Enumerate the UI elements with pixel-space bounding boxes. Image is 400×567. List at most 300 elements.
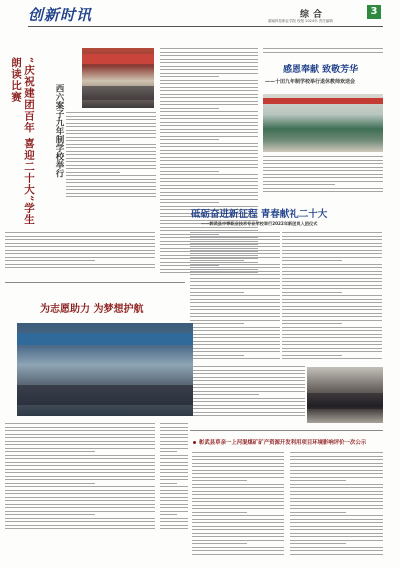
text-line — [263, 181, 383, 182]
text-line — [5, 257, 155, 258]
text-line — [282, 292, 342, 293]
text-line — [282, 257, 382, 258]
text-line — [290, 515, 383, 516]
anniversary-body-text — [66, 112, 156, 202]
text-line — [66, 140, 120, 141]
text-line — [190, 330, 280, 331]
text-line — [282, 246, 382, 247]
text-line — [66, 144, 156, 145]
text-line — [160, 59, 258, 60]
text-line — [192, 508, 284, 509]
text-line — [192, 470, 284, 471]
text-line — [290, 550, 383, 551]
text-line — [190, 267, 280, 268]
text-line — [190, 391, 305, 392]
text-line — [192, 536, 284, 537]
text-line — [282, 264, 382, 265]
text-line — [160, 80, 258, 81]
graduates-subhead: ——郭武县中等职业技术专业学校举行2022年新团员入团仪式 — [201, 221, 318, 226]
text-line — [282, 341, 382, 342]
dream-body-text-col1 — [5, 423, 155, 533]
text-line — [160, 490, 188, 491]
text-line — [190, 398, 305, 399]
text-line — [160, 514, 177, 515]
text-line — [282, 334, 382, 335]
text-line — [160, 476, 188, 477]
text-line — [160, 122, 258, 123]
text-line — [290, 491, 383, 492]
text-line — [160, 230, 258, 231]
text-line — [192, 498, 284, 499]
text-line — [192, 473, 284, 474]
text-line — [66, 133, 156, 134]
text-line — [282, 274, 382, 275]
text-line — [192, 487, 284, 488]
text-line — [190, 295, 280, 296]
text-line — [290, 452, 383, 453]
text-line — [160, 132, 258, 133]
text-line — [5, 469, 155, 470]
text-line — [190, 302, 280, 303]
text-line — [282, 320, 382, 321]
text-line — [66, 123, 156, 124]
text-line — [5, 264, 155, 265]
text-line — [160, 139, 219, 140]
text-line — [160, 518, 188, 519]
text-line — [66, 175, 156, 176]
text-line — [290, 480, 346, 481]
text-line — [160, 437, 188, 438]
text-line — [290, 477, 383, 478]
text-line — [190, 370, 305, 371]
notice-body-text-col2 — [290, 452, 383, 557]
text-line — [5, 236, 155, 237]
text-line — [66, 151, 156, 152]
text-line — [190, 341, 280, 342]
text-line — [192, 491, 284, 492]
text-line — [160, 525, 188, 526]
text-line — [160, 444, 188, 445]
text-line — [66, 172, 120, 173]
text-line — [66, 189, 156, 190]
text-line — [190, 299, 280, 300]
text-line — [282, 348, 382, 349]
dream-photo — [17, 323, 193, 416]
text-line — [5, 472, 155, 473]
text-line — [160, 125, 258, 126]
text-line — [160, 185, 258, 186]
text-line — [290, 522, 383, 523]
text-line — [190, 236, 280, 237]
text-line — [263, 184, 335, 185]
text-line — [263, 48, 383, 49]
text-line — [5, 490, 155, 491]
text-line — [160, 115, 258, 116]
text-line — [190, 351, 280, 352]
text-line — [160, 174, 258, 175]
text-line — [282, 243, 382, 244]
text-line — [190, 337, 280, 338]
text-line — [160, 129, 258, 130]
text-line — [66, 168, 156, 169]
text-line — [290, 526, 383, 527]
section-divider-2 — [190, 430, 383, 431]
text-line — [190, 415, 305, 416]
text-line — [192, 501, 284, 502]
text-line — [290, 484, 383, 485]
text-line — [263, 188, 383, 189]
text-line — [263, 191, 383, 192]
text-line — [5, 525, 155, 526]
text-line — [160, 458, 188, 459]
text-line — [190, 355, 244, 356]
text-line — [160, 504, 188, 505]
text-line — [160, 164, 258, 165]
text-line — [190, 260, 244, 261]
text-line — [190, 246, 280, 247]
text-line — [192, 477, 284, 478]
text-line — [160, 178, 258, 179]
text-line — [66, 179, 156, 180]
text-line — [190, 320, 280, 321]
text-line — [192, 547, 284, 548]
masthead-meta: 湖南科技职业学院 校报 2024年 责任编辑 — [268, 19, 333, 23]
text-line — [282, 239, 382, 240]
text-line — [5, 462, 155, 463]
text-line — [5, 483, 95, 484]
text-line — [5, 479, 155, 480]
text-line — [160, 150, 258, 151]
text-line — [192, 519, 284, 520]
text-line — [190, 281, 280, 282]
text-line — [160, 469, 188, 470]
text-line — [192, 494, 284, 495]
text-line — [192, 529, 284, 530]
text-line — [282, 285, 382, 286]
text-line — [282, 327, 382, 328]
text-line — [290, 533, 383, 534]
text-line — [282, 288, 382, 289]
text-line — [282, 306, 382, 307]
text-line — [160, 486, 188, 487]
text-line — [66, 116, 156, 117]
text-line — [282, 337, 382, 338]
text-line — [160, 462, 188, 463]
text-line — [5, 486, 155, 487]
text-line — [282, 260, 342, 261]
text-line — [5, 267, 155, 268]
text-line — [192, 543, 247, 544]
text-line — [282, 253, 382, 254]
text-line — [192, 466, 284, 467]
text-line — [282, 250, 382, 251]
text-line — [5, 511, 155, 512]
text-line — [160, 441, 188, 442]
text-line — [290, 543, 346, 544]
text-line — [282, 232, 382, 233]
text-line — [190, 257, 280, 258]
text-line — [160, 455, 188, 456]
text-line — [160, 94, 258, 95]
text-line — [190, 380, 305, 381]
dream-headline: 为志愿助力 为梦想护航 — [40, 304, 144, 315]
notice-body-text-col1 — [192, 452, 284, 557]
text-line — [66, 165, 156, 166]
text-line — [192, 550, 284, 551]
text-line — [160, 427, 188, 428]
text-line — [290, 536, 383, 537]
text-line — [190, 292, 244, 293]
text-line — [192, 515, 284, 516]
text-line — [192, 459, 284, 460]
text-line — [263, 156, 383, 157]
text-line — [190, 348, 280, 349]
text-line — [190, 366, 305, 367]
text-line — [160, 66, 258, 67]
text-line — [190, 306, 280, 307]
text-line — [282, 278, 382, 279]
text-line — [190, 239, 280, 240]
text-line — [160, 143, 258, 144]
text-line — [5, 493, 155, 494]
text-line — [290, 470, 383, 471]
notice-bullet — [193, 441, 196, 444]
text-line — [160, 108, 219, 109]
text-line — [160, 104, 258, 105]
text-line — [160, 153, 258, 154]
text-line — [160, 202, 219, 203]
text-line — [160, 146, 258, 147]
text-line — [190, 344, 280, 345]
text-line — [5, 243, 155, 244]
text-line — [160, 87, 258, 88]
page-number-badge: 3 — [367, 5, 381, 19]
text-line — [282, 271, 382, 272]
text-line — [192, 484, 284, 485]
text-line — [190, 327, 280, 328]
text-line — [66, 112, 156, 113]
text-line — [66, 158, 156, 159]
text-line — [263, 167, 383, 168]
teachers-body-text — [263, 156, 383, 196]
text-line — [290, 554, 383, 555]
text-line — [5, 260, 95, 261]
text-line — [5, 518, 155, 519]
text-line — [190, 309, 280, 310]
text-line — [5, 507, 155, 508]
text-line — [5, 448, 155, 449]
text-line — [5, 528, 155, 529]
text-line — [5, 430, 155, 431]
text-line — [5, 504, 155, 505]
graduates-headline: 砥砺奋进新征程 青春献礼二十大 — [191, 209, 328, 220]
graduates-body-text-col1 — [190, 232, 280, 362]
text-line — [160, 69, 258, 70]
text-line — [5, 458, 155, 459]
text-line — [160, 195, 258, 196]
text-line — [160, 136, 258, 137]
text-line — [190, 278, 280, 279]
text-line — [282, 313, 382, 314]
masthead-rule — [28, 26, 383, 27]
text-line — [5, 434, 155, 435]
text-line — [190, 358, 280, 359]
text-line — [263, 177, 383, 178]
text-line — [190, 253, 280, 254]
graduates-body-text-col2 — [282, 232, 382, 362]
text-line — [5, 476, 155, 477]
text-line — [263, 163, 383, 164]
text-line — [66, 182, 156, 183]
anniversary-body-text-2 — [5, 232, 155, 272]
text-line — [282, 267, 382, 268]
text-line — [160, 479, 188, 480]
text-line — [190, 274, 280, 275]
text-line — [190, 373, 305, 374]
text-line — [66, 154, 156, 155]
text-line — [66, 147, 156, 148]
text-line — [282, 295, 382, 296]
text-line — [160, 465, 188, 466]
text-line — [66, 193, 156, 194]
text-line — [66, 161, 156, 162]
text-line — [290, 505, 383, 506]
text-line — [160, 497, 188, 498]
text-line — [160, 52, 258, 53]
text-line — [160, 157, 258, 158]
text-line — [66, 119, 156, 120]
text-line — [160, 83, 258, 84]
text-line — [160, 430, 188, 431]
text-line — [160, 528, 188, 529]
text-line — [192, 480, 247, 481]
text-line — [160, 171, 219, 172]
text-line — [282, 316, 382, 317]
text-line — [190, 387, 305, 388]
text-line — [290, 473, 383, 474]
text-line — [282, 355, 342, 356]
text-line — [282, 299, 382, 300]
text-line — [263, 174, 383, 175]
text-line — [160, 451, 177, 452]
text-line — [263, 160, 383, 161]
text-line — [190, 288, 280, 289]
text-line — [160, 167, 258, 168]
text-line — [190, 401, 305, 402]
text-line — [66, 130, 156, 131]
anniversary-headline: “庆祝建团百年 喜迎二十大”学生朗读比赛 — [10, 57, 35, 226]
graduates-body-text-col3 — [190, 366, 305, 421]
masthead-title: 创新时讯 — [28, 6, 93, 24]
text-line — [263, 52, 383, 53]
teachers-headline: 感恩奉献 致敬芳华 — [283, 65, 359, 75]
text-line — [5, 444, 155, 445]
text-line — [192, 463, 284, 464]
text-line — [5, 239, 155, 240]
masthead — [0, 0, 400, 28]
text-line — [5, 253, 155, 254]
text-line — [190, 285, 280, 286]
text-line — [192, 512, 247, 513]
text-line — [160, 500, 188, 501]
text-line — [5, 514, 95, 515]
text-line — [190, 243, 280, 244]
notice-headline: 彰武县草亲一上河混煤矿矿产资源开发利用项目环境影响评价一次公示 — [199, 440, 367, 446]
text-line — [192, 526, 284, 527]
text-line — [282, 344, 382, 345]
text-line — [290, 547, 383, 548]
text-line — [290, 494, 383, 495]
text-line — [66, 137, 156, 138]
text-line — [190, 405, 305, 406]
text-line — [160, 90, 258, 91]
text-line — [160, 101, 258, 102]
text-line — [192, 540, 284, 541]
text-line — [190, 323, 244, 324]
text-line — [282, 309, 382, 310]
text-line — [5, 497, 155, 498]
text-line — [160, 160, 258, 161]
text-line — [290, 512, 346, 513]
teachers-subhead: ——十田九年制学校举行退休教师欢送会 — [265, 79, 356, 85]
text-line — [160, 97, 258, 98]
text-line — [160, 199, 258, 200]
text-line — [192, 522, 284, 523]
text-line — [190, 408, 305, 409]
text-line — [160, 73, 258, 74]
text-line — [160, 434, 188, 435]
text-line — [66, 186, 156, 187]
text-line — [282, 358, 382, 359]
text-line — [290, 529, 383, 530]
text-line — [160, 181, 258, 182]
text-line — [282, 323, 342, 324]
text-line — [290, 459, 383, 460]
text-line — [160, 111, 258, 112]
text-line — [190, 232, 280, 233]
text-line — [160, 511, 188, 512]
text-line — [290, 466, 383, 467]
text-line — [160, 472, 188, 473]
text-line — [282, 351, 382, 352]
text-line — [282, 302, 382, 303]
text-line — [5, 521, 155, 522]
text-line — [160, 62, 258, 63]
text-line — [160, 423, 188, 424]
text-line — [190, 271, 280, 272]
text-line — [66, 196, 156, 197]
text-line — [282, 281, 382, 282]
text-line — [190, 316, 280, 317]
text-line — [160, 118, 258, 119]
text-line — [192, 554, 284, 555]
text-line — [290, 487, 383, 488]
text-line — [290, 456, 383, 457]
text-line — [160, 192, 258, 193]
dream-body-text-col2 — [160, 423, 188, 533]
text-line — [5, 427, 155, 428]
text-line — [5, 465, 155, 466]
text-line — [290, 463, 383, 464]
text-line — [5, 437, 155, 438]
text-line — [160, 76, 219, 77]
section-label: 综合 — [300, 10, 327, 20]
text-line — [290, 540, 383, 541]
text-line — [190, 313, 280, 314]
text-line — [160, 507, 188, 508]
text-line — [5, 246, 155, 247]
text-line — [5, 250, 155, 251]
